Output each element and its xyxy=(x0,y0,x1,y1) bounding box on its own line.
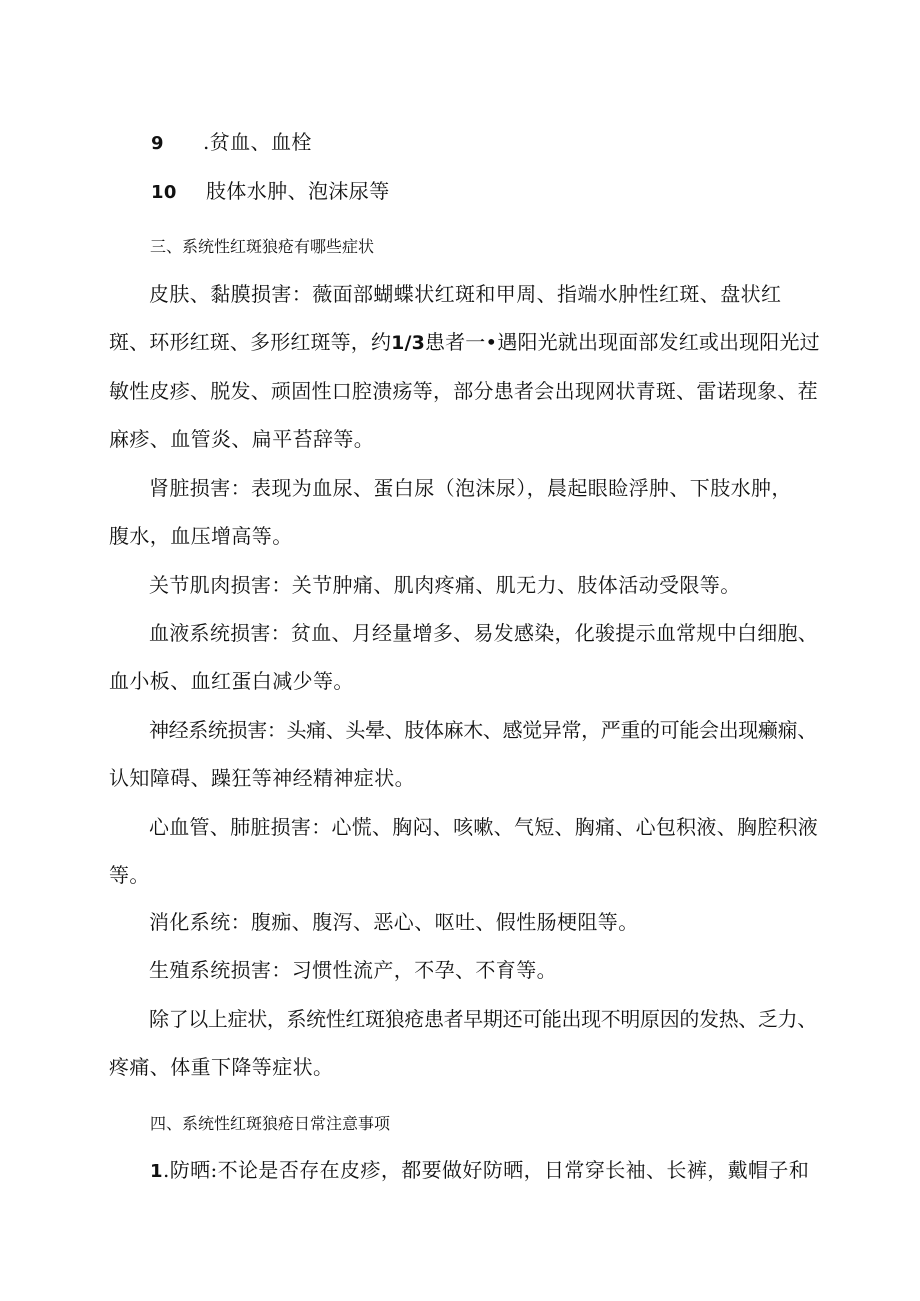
fraction-number: 1/3 xyxy=(391,332,425,354)
list-item-text: .贫血、血栓 xyxy=(203,130,312,154)
section-heading: 三、系统性红斑狼疮有哪些症状 xyxy=(150,237,375,256)
paragraph-line: 疼痛、体重下降等症状。 xyxy=(109,1055,334,1079)
paragraph-line: 血液系统损害：贫血、月经量增多、易发感染，化骏提示血常规中白细胞、 xyxy=(149,621,819,645)
text-segment: 斑、环形红斑、多形红斑等，约 xyxy=(109,330,392,354)
list-item xyxy=(150,1156,809,1186)
paragraph-line: 关节肌肉损害：关节肿痛、肌肉疼痛、肌无力、肢体活动受限等。 xyxy=(149,573,741,597)
list-item-number: 10 xyxy=(151,182,177,203)
paragraph-line: 麻疹、血管炎、扁平苔辞等。 xyxy=(109,427,375,451)
paragraph-line: 肾脏损害：表现为血尿、蛋白尿（泡沫尿），晨起眼睑浮肿、下肢水肿， xyxy=(149,476,792,500)
paragraph-line: 血小板、血红蛋白减少等。 xyxy=(109,669,354,693)
paragraph-line xyxy=(109,328,820,357)
paragraph-line: 等。 xyxy=(109,863,150,887)
paragraph-line: 除了以上症状，系统性红斑狼疮患者早期还可能出现不明原因的发热、乏力、 xyxy=(149,1007,817,1031)
list-item-text: .防晒:不论是否存在皮疹，都要做好防晒，日常穿长袖、长裤，戴帽子和 xyxy=(162,1158,810,1182)
list-item xyxy=(151,128,164,158)
list-item-text: 肢体水肿、泡沫尿等 xyxy=(206,179,390,203)
list-item-number: 1 xyxy=(150,1161,163,1182)
section-heading: 四、系统性红斑狼疮日常注意事项 xyxy=(150,1114,391,1133)
paragraph-line: 皮肤、黏膜损害：薇面部蝴蝶状红斑和甲周、指端水肿性红斑、盘状红 xyxy=(149,282,782,306)
paragraph-line: 心血管、肺脏损害：心慌、胸闷、咳嗽、气短、胸痛、心包积液、胸腔积液 xyxy=(149,815,819,839)
list-item xyxy=(151,177,177,207)
text-segment: 患者一•遇阳光就出现面部发红或出现阳光过 xyxy=(424,330,820,354)
paragraph-line: 腹水，血压增高等。 xyxy=(109,524,293,548)
paragraph-line: 敏性皮疹、脱发、顽固性口腔溃疡等，部分患者会出现网状青斑、雷诺现象、茬 xyxy=(109,379,818,403)
paragraph-line: 消化系统：腹痂、腹泻、恶心、呕吐、假性肠梗阻等。 xyxy=(149,910,639,934)
paragraph-line: 认知障碍、躁狂等神经精神症状。 xyxy=(109,766,415,790)
paragraph-line: 生殖系统损害：习惯性流产，不孕、不育等。 xyxy=(149,958,557,982)
list-item-number: 9 xyxy=(151,133,164,154)
paragraph-line: 神经系统损害：头痛、头晕、肢体麻木、感觉异常，严重的可能会出现癞痫、 xyxy=(149,718,817,742)
